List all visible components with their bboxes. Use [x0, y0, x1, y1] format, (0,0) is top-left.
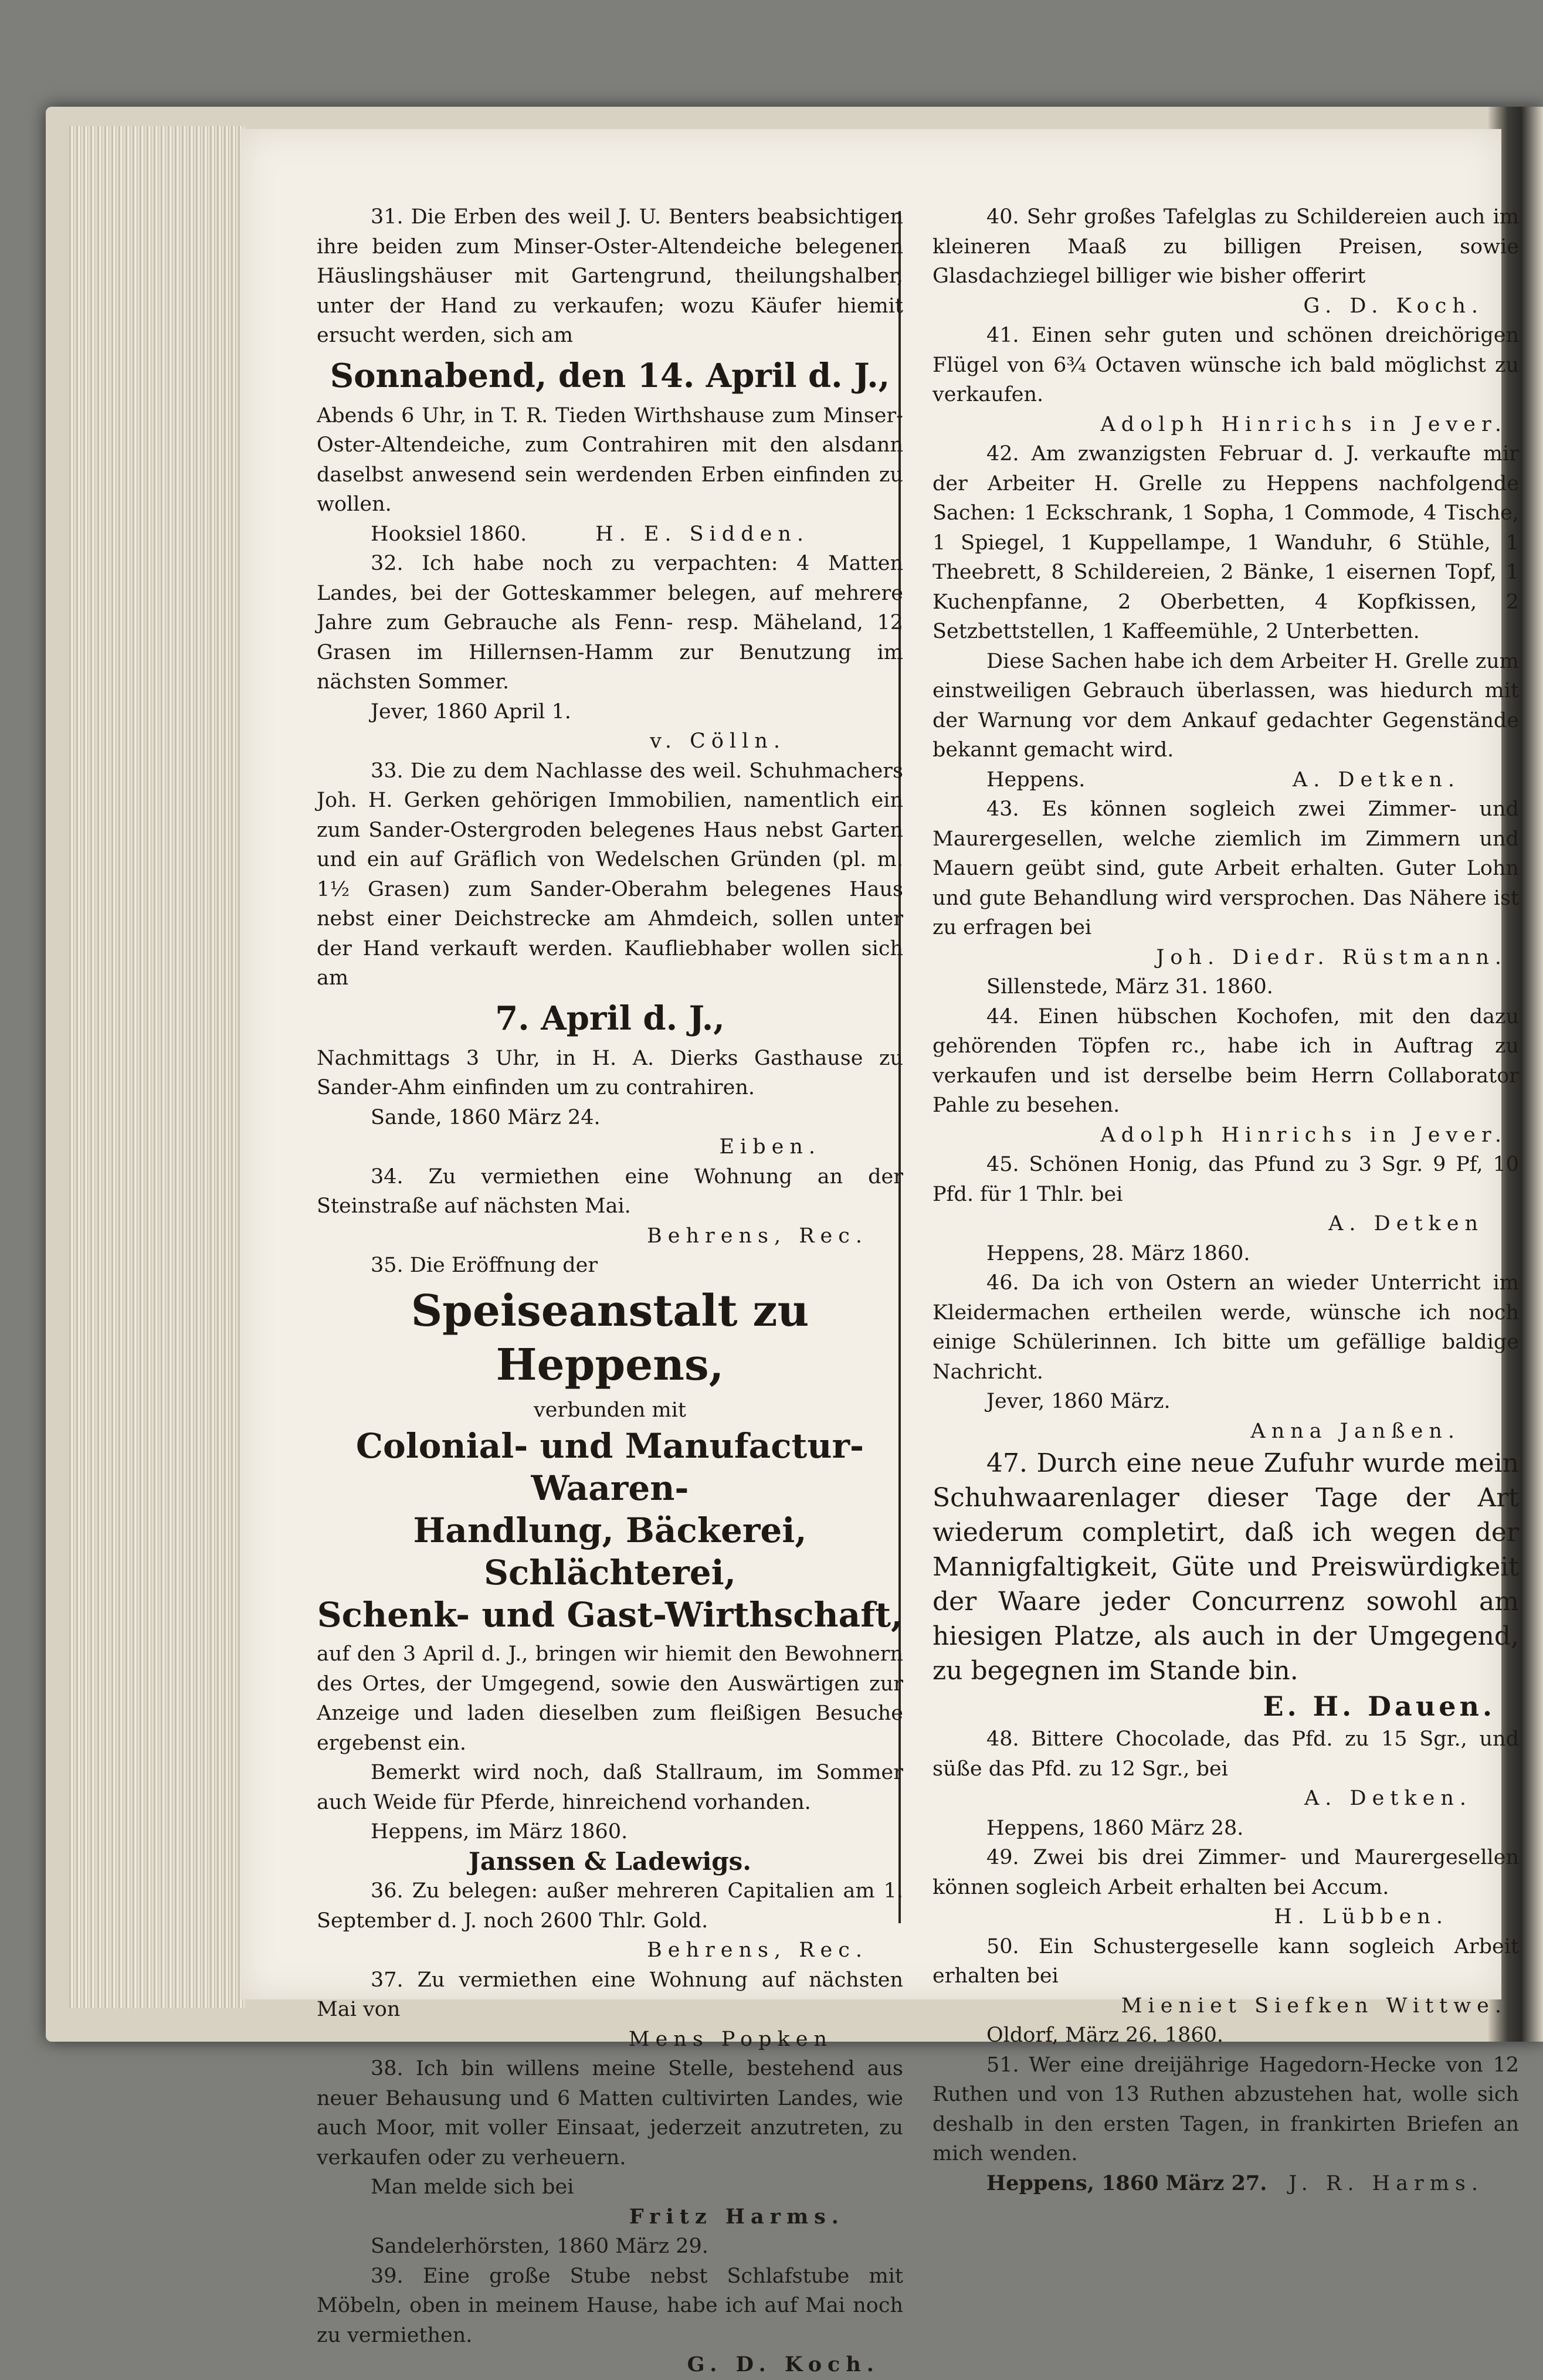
notice-signature: Adolph Hinrichs in Jever.	[1100, 412, 1507, 436]
notice-31	[317, 202, 903, 549]
notice-text: 51. Wer eine dreijährige Hagedorn-Hecke von 12 Ruthen und von 13 Ruthen abzustehen hat, wolle sich deshalb in den ersten Tagen, in frankirten Briefen an mich wenden.	[932, 2053, 1519, 2165]
notice-signature: G. D. Koch.	[687, 2352, 880, 2376]
notice-text: Man melde sich bei	[371, 2175, 574, 2199]
notice-text: 45. Schönen Honig, das Pfund zu 3 Sgr. 9 Pf, 10 Pfd. für 1 Thlr. bei	[932, 1153, 1519, 1206]
notice-41	[932, 321, 1519, 439]
notice-signature: Fritz Harms.	[629, 2204, 845, 2229]
notice-37	[317, 1965, 903, 2055]
notice-text: 33. Die zu dem Nachlasse des weil. Schuhmachers Joh. H. Gerken gehörigen Immobilien, namentlich ein zum Sander-Ostergroden belegenes Haus nebst Garten und ein auf Gräflich von Wedelschen Gründen (pl. m. 1½ Grasen) zum Sander-Oberahm belegenes Haus nebst einer Deichstrecke am Ahmdeich, sollen unter der Hand verkauft werden. Kaufliebhaber wollen sich am	[317, 759, 903, 990]
notice-text: 31. Die Erben des weil J. U. Benters beabsichtigen ihre beiden zum Minser-Oster-Altendeiche belegenen Häuslingshäuser mit Gartengrund, theilungshalber, unter der Hand zu verkaufen; wozu Käufer hiemit ersucht werden, sich am	[317, 205, 903, 347]
page-edges	[69, 126, 245, 2008]
notice-32	[317, 549, 903, 756]
notice-47	[932, 1446, 1519, 1724]
notice-text: Abends 6 Uhr, in T. R. Tieden Wirthshause zum Minser-Oster-Altendeiche, zum Contrahiren mit den alsdann daselbst anwesend sein werdenden Erben einfinden zu wollen.	[317, 403, 903, 516]
notice-place-date: Hooksiel 1860.	[371, 522, 527, 546]
notice-text: 39. Eine große Stube nebst Schlafstube mit Möbeln, oben in meinem Hause, habe ich auf Mai noch zu vermiethen.	[317, 2264, 903, 2347]
notice-place-date: Jever, 1860 März.	[986, 1390, 1171, 1413]
notice-signature: Joh. Diedr. Rüstmann.	[1156, 945, 1507, 969]
notice-place-date: Sillenstede, März 31. 1860.	[986, 975, 1273, 999]
notice-signature: J. R. Harms.	[1288, 2171, 1484, 2195]
notice-place-date: Sandelerhörsten, 1860 März 29.	[371, 2235, 708, 2258]
date-heading: Sonnabend, den 14. April d. J.,	[330, 356, 890, 395]
notice-51	[932, 2050, 1519, 2199]
notice-signature: v. Cölln.	[650, 729, 786, 753]
notice-33	[317, 756, 903, 1162]
notice-signature: Mens Popken	[628, 2027, 833, 2051]
notice-text: 38. Ich bin willens meine Stelle, bestehend aus neuer Behausung und 6 Matten cultivirten Landes, wie auch Moor, mit voller Einsaat, jederzeit anzutreten, zu verkaufen oder zu verheuern.	[317, 2057, 903, 2169]
notice-place-date: Heppens, 1860 März 27.	[986, 2171, 1267, 2195]
notice-40	[932, 202, 1519, 321]
notice-signature: A. Detken.	[1293, 768, 1460, 792]
notice-signature: Adolph Hinrichs in Jever.	[1100, 1123, 1507, 1147]
notice-text: 34. Zu vermiethen eine Wohnung an der Steinstraße auf nächsten Mai.	[317, 1164, 903, 1218]
notice-44	[932, 1002, 1519, 1150]
notice-text: 50. Ein Schustergeselle kann sogleich Arbeit erhalten bei	[932, 1934, 1519, 1988]
notice-place-date: Heppens, im März 1860.	[371, 1820, 628, 1843]
notice-text: 42. Am zwanzigsten Februar d. J. verkaufte mir der Arbeiter H. Grelle zu Heppens nachfolgende Sachen: 1 Eckschrank, 1 Sopha, 1 Commode, 4 Tische, 1 Spiegel, 1 Kuppellampe, 1 Wanduhr, 6 Stühle, 1 Theebrett, 8 Schildereien, 2 Bänke, 1 eisernen Topf, 1 Kuchenpfanne, 2 Oberbetten, 4 Kopfkissen, 2 Setzbettstellen, 1 Kaffeemühle, 2 Unterbetten.	[932, 442, 1519, 643]
notice-signature: Mieniet Siefken Wittwe.	[1121, 1994, 1507, 2018]
notice-text: 48. Bittere Chocolade, das Pfd. zu 15 Sgr., und süße das Pfd. zu 12 Sgr., bei	[932, 1727, 1519, 1781]
notice-signature: H. Lübben.	[1274, 1905, 1449, 1929]
notice-signature: Eiben.	[719, 1135, 821, 1159]
notice-place-date: Jever, 1860 April 1.	[371, 700, 571, 724]
notice-signature: Behrens, Rec.	[647, 1224, 868, 1248]
notice-place-date: Heppens, 1860 März 28.	[986, 1816, 1244, 1840]
notice-50	[932, 1932, 1519, 2050]
notice-signature: H. E. Sidden.	[595, 522, 809, 546]
notice-39	[317, 2262, 903, 2380]
notice-text: 44. Einen hübschen Kochofen, mit den dazu gehörenden Töpfen rc., habe ich in Auftrag zu verkaufen und ist derselbe beim Herrn Collaborator Pahle zu besehen.	[932, 1004, 1519, 1117]
notice-signature: Behrens, Rec.	[647, 1938, 868, 1962]
notice-text: Bemerkt wird noch, daß Stallraum, im Sommer auch Weide für Pferde, hinreichend vorhanden.	[317, 1761, 903, 1814]
headline-title: Speiseanstalt zu Heppens,	[411, 1285, 809, 1390]
notice-signature: A. Detken.	[1304, 1787, 1472, 1810]
right-column	[932, 202, 1519, 2198]
notice-48	[932, 1724, 1519, 1843]
notice-text: 40. Sehr großes Tafelglas zu Schildereien auch im kleineren Maaß zu billigen Preisen, sowie Glasdachziegel billiger wie bisher offerirt	[932, 205, 1519, 288]
notice-text: 37. Zu vermiethen eine Wohnung auf nächsten Mai von	[317, 1968, 903, 2021]
date-heading: 7. April d. J.,	[495, 999, 725, 1038]
notice-signature: Janssen & Ladewigs.	[469, 1846, 751, 1876]
notice-text: 47. Durch eine neue Zufuhr wurde mein Schuhwaarenlager dieser Tage der Art wiederum completirt, daß ich wegen der Mannigfaltigkeit, Güte und Preiswürdigkeit der Waare jeder Concurrenz sowohl am hiesigen Platze, als auch in der Umgegend, zu begegnen im Stande bin.	[932, 1448, 1519, 1686]
notice-42	[932, 439, 1519, 795]
left-column	[317, 202, 903, 2380]
notice-text: 36. Zu belegen: außer mehreren Capitalien am 1. September d. J. noch 2600 Thlr. Gold.	[317, 1879, 903, 1933]
notice-49	[932, 1843, 1519, 1932]
notice-text: 32. Ich habe noch zu verpachten: 4 Matten Landes, bei der Gotteskammer belegen, auf mehrere Jahre zum Gebrauche als Fenn- resp. Mäheland, 12 Grasen im Hillernsen-Hamm zur Benutzung im nächsten Sommer.	[317, 552, 903, 694]
notice-text: Diese Sachen habe ich dem Arbeiter H. Grelle zum einstweiligen Gebrauch überlassen, was hiedurch mit der Warnung vor dem Ankauf gedachter Gegenstände bekannt gemacht wird.	[932, 649, 1519, 762]
notice-38	[317, 2054, 903, 2262]
notice-text: 46. Da ich von Ostern an wieder Unterricht im Kleidermachen ertheilen werde, wünsche ich noch einige Schülerinnen. Ich bitte um gefällige baldige Nachricht.	[932, 1271, 1519, 1384]
notice-signature: A. Detken	[1328, 1212, 1484, 1235]
notice-text: 41. Einen sehr guten und schönen dreichörigen Flügel von 6¾ Octaven wünsche ich bald möglichst zu verkaufen.	[932, 324, 1519, 406]
notice-place-date: Sande, 1860 März 24.	[371, 1105, 601, 1129]
headline-line: Colonial- und Manufactur-Waaren-	[355, 1426, 864, 1508]
notice-text: auf den 3 April d. J., bringen wir hiemit den Bewohnern des Ortes, der Umgegend, sowie den Auswärtigen zur Anzeige und laden dieselben zum fleißigen Besuche ergebenst ein.	[317, 1642, 903, 1755]
notice-text: Nachmittags 3 Uhr, in H. A. Dierks Gasthause zu Sander-Ahm einfinden um zu contrahiren.	[317, 1046, 903, 1099]
notice-signature: G. D. Koch.	[1303, 294, 1484, 318]
notice-text: 49. Zwei bis drei Zimmer- und Maurergesellen können sogleich Arbeit erhalten bei Accum.	[932, 1846, 1519, 1899]
notice-text: 35. Die Eröffnung der	[371, 1254, 598, 1277]
notice-signature: E. H. Dauen.	[1263, 1690, 1495, 1722]
notice-36	[317, 1876, 903, 1965]
notice-35	[317, 1251, 903, 1876]
headline-line: Handlung, Bäckerei, Schlächterei,	[413, 1510, 807, 1593]
notice-place-date: Heppens.	[986, 768, 1086, 792]
notice-45	[932, 1150, 1519, 1268]
notice-place-date: Oldorf, März 26. 1860.	[986, 2023, 1224, 2047]
notice-34	[317, 1162, 903, 1251]
headline-sub: verbunden mit	[534, 1398, 686, 1422]
notice-43	[932, 795, 1519, 1002]
notice-46	[932, 1268, 1519, 1446]
notice-place-date: Heppens, 28. März 1860.	[986, 1241, 1250, 1265]
notice-text: 43. Es können sogleich zwei Zimmer- und Maurergesellen, welche ziemlich im Zimmern und Mauern geübt sind, gute Arbeit erhalten. Guter Lohn und gute Behandlung wird versprochen. Das Nähere ist zu erfragen bei	[932, 797, 1519, 939]
notice-signature: Anna Janßen.	[1250, 1419, 1460, 1443]
headline-line: Schenk- und Gast-Wirthschaft,	[317, 1595, 903, 1635]
